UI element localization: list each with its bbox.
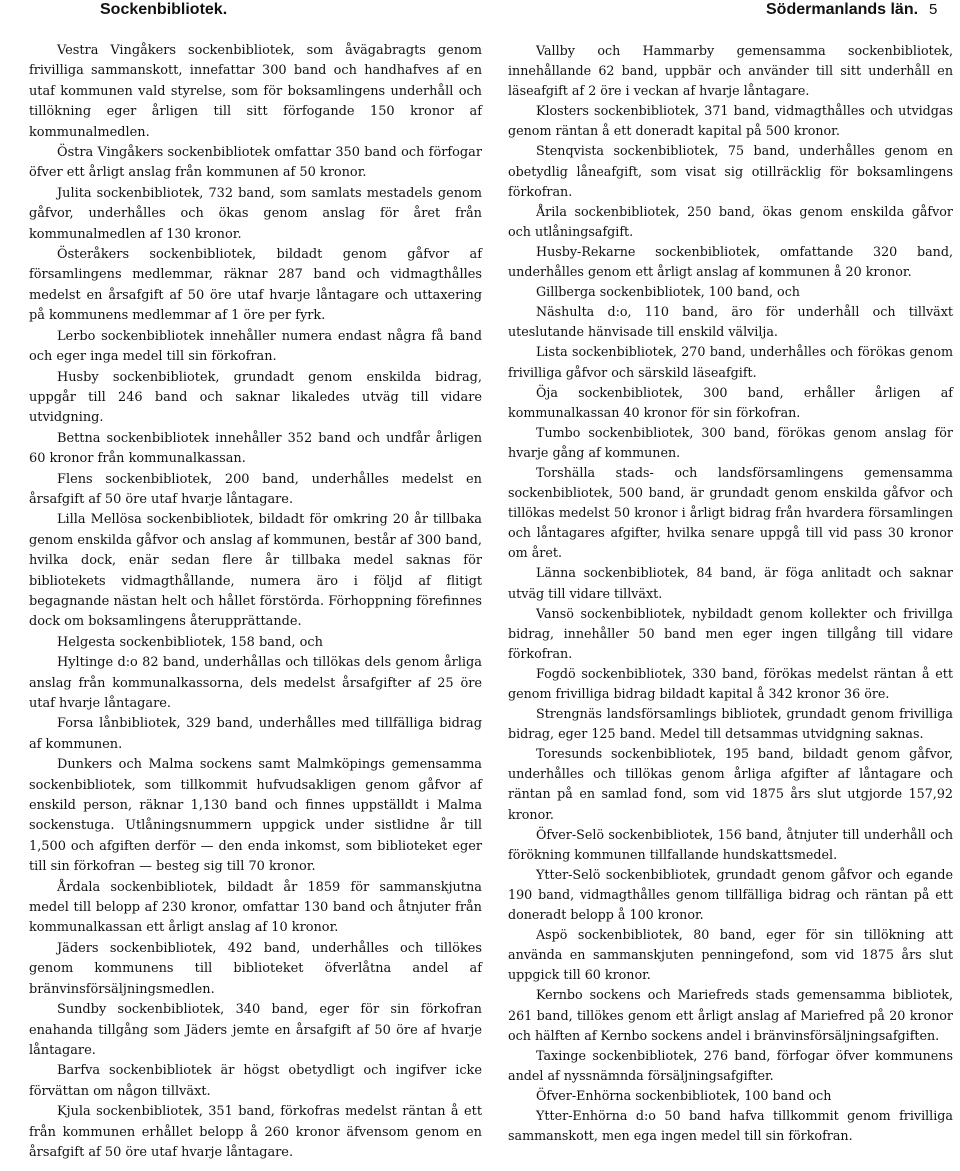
paragraph: Stenqvista sockenbibliotek, 75 band, underhålles genom en obetydlig låneafgift, som visat sig otillräcklig för boksamlingens förkofran.: [508, 143, 953, 199]
paragraph: Öja sockenbibliotek, 300 band, erhåller årligen af kommunalkassan 40 kronor för sin förkofran.: [508, 384, 953, 420]
paragraph: Dunkers och Malma sockens samt Malmköpings gemensamma sockenbibliotek, som tillkommit hufvudsakligen genom gåfvor af enskild person, räknar 1,130 band och finnes uppställdt i Malma sockenstuga. Utlåningsnummern uppgick under sistlidne år till 1,500 och afgiften derför — den enda inkomst, som biblioteket eger till sin förkofran — besteg sig till 70 kronor.: [29, 757, 482, 875]
paragraph: Barfva sockenbibliotek är högst obetydligt och ingifver icke förvättan om någon tillväxt.: [29, 1063, 482, 1099]
paragraph: Toresunds sockenbibliotek, 195 band, bildadt genom gåfvor, underhålles och tillökas genom årliga afgifter af låntagare och räntan på en samlad fond, som vid 1875 års slut utgjorde 157,92 kronor.: [508, 746, 953, 822]
paragraph: Årila sockenbibliotek, 250 band, ökas genom enskilda gåfvor och utlåningsafgift.: [508, 203, 953, 239]
paragraph: Bettna sockenbibliotek innehåller 352 band och undfår årligen 60 kronor från kommunalkassan.: [29, 430, 482, 467]
paragraph: Jäders sockenbibliotek, 492 band, underhålles och tillökes genom kommunens till biblioteket öfverlåtna andel af bränvinsförsäljningsmedlen.: [29, 940, 482, 997]
paragraph: Strengnäs landsförsamlings bibliotek, grundadt genom frivilliga bidrag, eger 125 band. Medel till detsammas utvidgning saknas.: [508, 706, 953, 742]
paragraph: Lista sockenbibliotek, 270 band, underhålles och förökas genom frivilliga gåfvor och särskild läseafgift.: [508, 344, 953, 380]
paragraph: Årdala sockenbibliotek, bildadt år 1859 för sammanskjutna medel till belopp af 230 kronor, omfattar 130 band och åtnjuter från kommunalkassan ett årligt anslag af 10 kronor.: [29, 879, 482, 936]
paragraph: Östra Vingåkers sockenbibliotek omfattar 350 band och förfogar öfver ett årligt anslag från kommunen af 50 kronor.: [29, 145, 482, 181]
paragraph: Österåkers sockenbibliotek, bildadt genom gåfvor af församlingens medlemmar, räknar 287 band och vidmagthålles medelst en årsafgift af 50 öre utaf hvarje låntagare och uttaxering på kommunens medlemmar af 1 öre per fyrk.: [29, 247, 482, 324]
paragraph: Torshälla stads- och landsförsamlingens gemensamma sockenbibliotek, 500 band, är grundadt genom enskilda gåfvor och tillökas medelst 50 kronor i årligt bidrag från hvardera församlingen och låntagares afgifter, hvilka senare uppgå till vid pass 30 kronor om året.: [508, 464, 953, 561]
paragraph: Flens sockenbibliotek, 200 band, underhålles medelst en årsafgift af 50 öre utaf hvarje låntagare.: [29, 471, 482, 507]
page-number: 5: [929, 1, 938, 18]
right-column: [508, 41, 953, 1146]
page-header: [0, 0, 960, 26]
paragraph: Husby sockenbibliotek, grundadt genom enskilda bidrag, uppgår till 246 band och saknar likaledes utväg till vidare utvidgning.: [29, 369, 482, 426]
paragraph: Tumbo sockenbibliotek, 300 band, förökas genom anslag för hvarje gång af kommunen.: [508, 424, 953, 460]
paragraph: Helgesta sockenbibliotek, 158 band, och: [57, 634, 323, 650]
left-column: [29, 41, 482, 1163]
paragraph: Länna sockenbibliotek, 84 band, är föga anlitadt och saknar utväg till vidare tillväxt.: [508, 565, 953, 601]
paragraph: Ytter-Selö sockenbibliotek, grundadt genom gåfvor och egande 190 band, vidmagthålles genom tillfälliga bidrag och räntan på ett doneradt belopp å 100 kronor.: [508, 866, 953, 923]
paragraph: Öfver-Selö sockenbibliotek, 156 band, åtnjuter till underhåll och förökning kommunen tillfallande hundskattsmedel.: [508, 826, 953, 862]
paragraph: Aspö sockenbibliotek, 80 band, eger för sin tillökning att använda en sammanskjuten penningefond, som vid 1875 års slut uppgick till 60 kronor.: [508, 927, 953, 983]
paragraph: Vallby och Hammarby gemensamma sockenbibliotek, innehållande 62 band, uppbär och använder till sitt underhåll en läseafgift af 2 öre i veckan af hvarje låntagare.: [508, 43, 953, 99]
paragraph: Kernbo sockens och Mariefreds stads gemensamma bibliotek, 261 band, tillökes genom ett årligt anslag af Mariefred på 20 kronor och hälften af Kernbo sockens andel i bränvinsförsäljningsafgiften.: [508, 987, 953, 1043]
running-head-left: Sockenbibliotek.: [100, 1, 228, 18]
paragraph: Vansö sockenbibliotek, nybildadt genom kollekter och frivillga bidrag, innehåller 50 band men eger ingen tillgång till vidare förkofran.: [508, 605, 953, 661]
paragraph: Öfver-Enhörna sockenbibliotek, 100 band och: [536, 1087, 832, 1103]
paragraph: Klosters sockenbibliotek, 371 band, vidmagthålles och utvidgas genom räntan å ett doneradt kapital på 500 kronor.: [508, 103, 953, 139]
paragraph: Kjula sockenbibliotek, 351 band, förkofras medelst räntan å ett från kommunen erhållet belopp å 260 kronor äfvensom genom en årsafgift af 50 öre utaf hvarje låntagare.: [29, 1104, 482, 1160]
paragraph: Gillberga sockenbibliotek, 100 band, och: [536, 284, 800, 300]
paragraph: Näshulta d:o, 110 band, äro för underhåll och tillväxt uteslutande hänvisade till enskild välvilja.: [508, 304, 953, 340]
paragraph: Julita sockenbibliotek, 732 band, som samlats mestadels genom gåfvor, underhålles och ökas genom anslag för året från kommunalmedlen af 130 kronor.: [29, 185, 482, 242]
paragraph: Hyltinge d:o 82 band, underhållas och tillökas dels genom årliga anslag från kommunalkassorna, dels medelst årsafgifter af 25 öre utaf hvarje låntagare.: [29, 655, 482, 711]
paragraph: Ytter-Enhörna d:o 50 band hafva tillkommit genom frivilliga sammanskott, men ega ingen medel till sin förkofran.: [508, 1107, 953, 1144]
running-head-right: Södermanlands län.: [766, 1, 919, 18]
paragraph: Forsa lånbibliotek, 329 band, underhålles med tillfälliga bidrag af kommunen.: [29, 716, 482, 752]
paragraph: Lerbo sockenbibliotek innehåller numera endast några få band och eger inga medel till sin förkofran.: [29, 328, 482, 365]
paragraph: Taxinge sockenbibliotek, 276 band, förfogar öfver kommunens andel af nyssnämnda försäljningsafgifter.: [508, 1047, 953, 1083]
paragraph: Lilla Mellösa sockenbibliotek, bildadt för omkring 20 år tillbaka genom enskilda gåfvor och anslag af kommunen, består af 300 band, hvilka dock, enär sedan flere år tillbaka medel saknas för bibliotekets vidmagthållande, numera äro i följd af flitigt begagnande nästan helt och hållet förstörda. Förhoppning förefinnes dock om boksamlingens återupprättande.: [29, 512, 482, 630]
paragraph: Sundby sockenbibliotek, 340 band, eger för sin förkofran enahanda tillgång som Jäders jemte en årsafgift af 50 öre af hvarje låntagare.: [29, 1002, 482, 1058]
paragraph: Vestra Vingåkers sockenbibliotek, som åvägabragts genom frivilliga sammanskott, innefattar 300 band och handhafves af en utaf kommunen vald styrelse, som för boksamlingens underhåll och tillökning eger årligen till sitt förfogande 150 kronor af kommunalmedlen.: [29, 43, 482, 140]
paragraph: Husby-Rekarne sockenbibliotek, omfattande 320 band, underhålles genom ett årligt anslag af kommunen å 20 kronor.: [508, 243, 953, 280]
paragraph: Fogdö sockenbibliotek, 330 band, förökas medelst räntan å ett genom frivilliga bidrag bildadt kapital å 342 kronor 36 öre.: [508, 665, 953, 701]
